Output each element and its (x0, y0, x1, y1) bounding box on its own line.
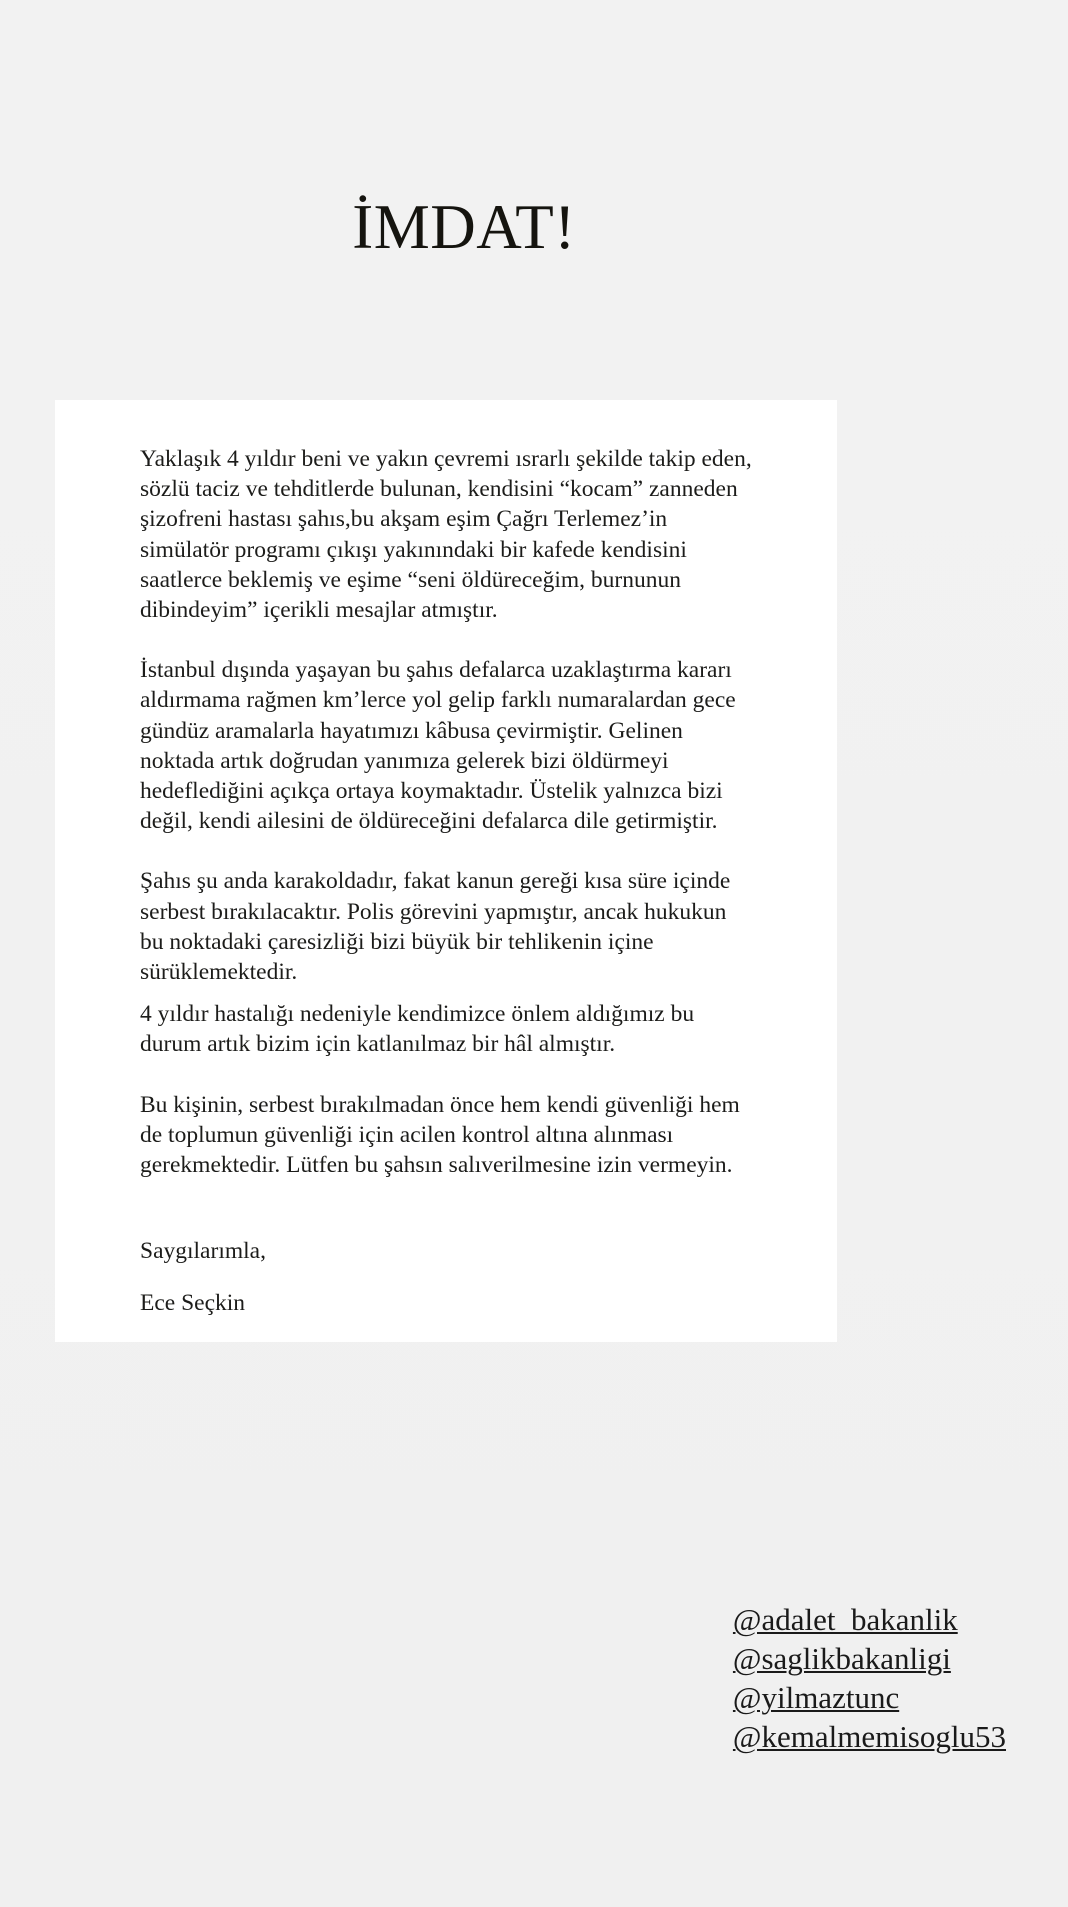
signature-closing: Saygılarımla, (140, 1238, 266, 1265)
letter-paragraph-2: İstanbul dışında yaşayan bu şahıs defalarca uzaklaştırma kararı aldırmama rağmen km’lerce yol gelip farklı numaralardan gece gündüz aramalarla hayatımızı kâbusa çevirmiştir. Gelinen noktada artık doğrudan yanımıza gelerek bizi öldürmeyi hedeflediğini açıkça ortaya koymaktadır. Üstelik yalnızca bizi değil, kendi ailesini de öldüreceğini defalarca dile getirmiştir. (140, 657, 736, 835)
mention-yilmaztunc[interactable]: @yilmaztunc (732, 1680, 900, 1715)
signature-name: Ece Seçkin (140, 1290, 246, 1317)
letter-paragraph-4: 4 yıldır hastalığı nedeniyle kendimizce önlem aldığımız bu durum artık bizim için katlanılmaz bir hâl almıştır. (140, 1001, 695, 1058)
letter-paragraph-5: Bu kişinin, serbest bırakılmadan önce hem kendi güvenliği hem de toplumun güvenliği için acilen kontrol altına alınması gerekmektedir. Lütfen bu şahsın salıverilmesine izin vermeyin. (140, 1091, 740, 1179)
mention-kemalmemisoglu53[interactable]: @kemalmemisoglu53 (732, 1719, 1006, 1754)
letter-paragraph-3: Şahıs şu anda karakoldadır, fakat kanun gereği kısa süre içinde serbest bırakılacaktır. Polis görevini yapmıştır, ancak hukukun bu noktadaki çaresizliği bizi büyük bir tehlikenin içine sürüklemektedir. (140, 868, 731, 986)
mention-list (733, 1600, 1006, 1756)
page-title: İMDAT! (352, 192, 576, 262)
letter-paragraph-1: Yaklaşık 4 yıldır beni ve yakın çevremi ısrarlı şekilde takip eden, sözlü taciz ve tehditlerde bulunan, kendisini “kocam” zanneden şizofreni hastası şahıs,bu akşam eşim Çağrı Terlemez’in simülatör programı çıkışı yakınındaki bir kafede kendisini saatlerce beklemiş ve eşime “seni öldüreceğim, burnunun dibindeyim” içerikli mesajlar atmıştır. (140, 446, 752, 624)
mention-saglikbakanligi[interactable]: @saglikbakanligi (732, 1641, 951, 1676)
signature-block (140, 1236, 754, 1318)
letter-card (55, 400, 837, 1342)
mention-adalet-bakanlik[interactable]: @adalet_bakanlik (732, 1602, 958, 1637)
letter-body (140, 444, 754, 1319)
